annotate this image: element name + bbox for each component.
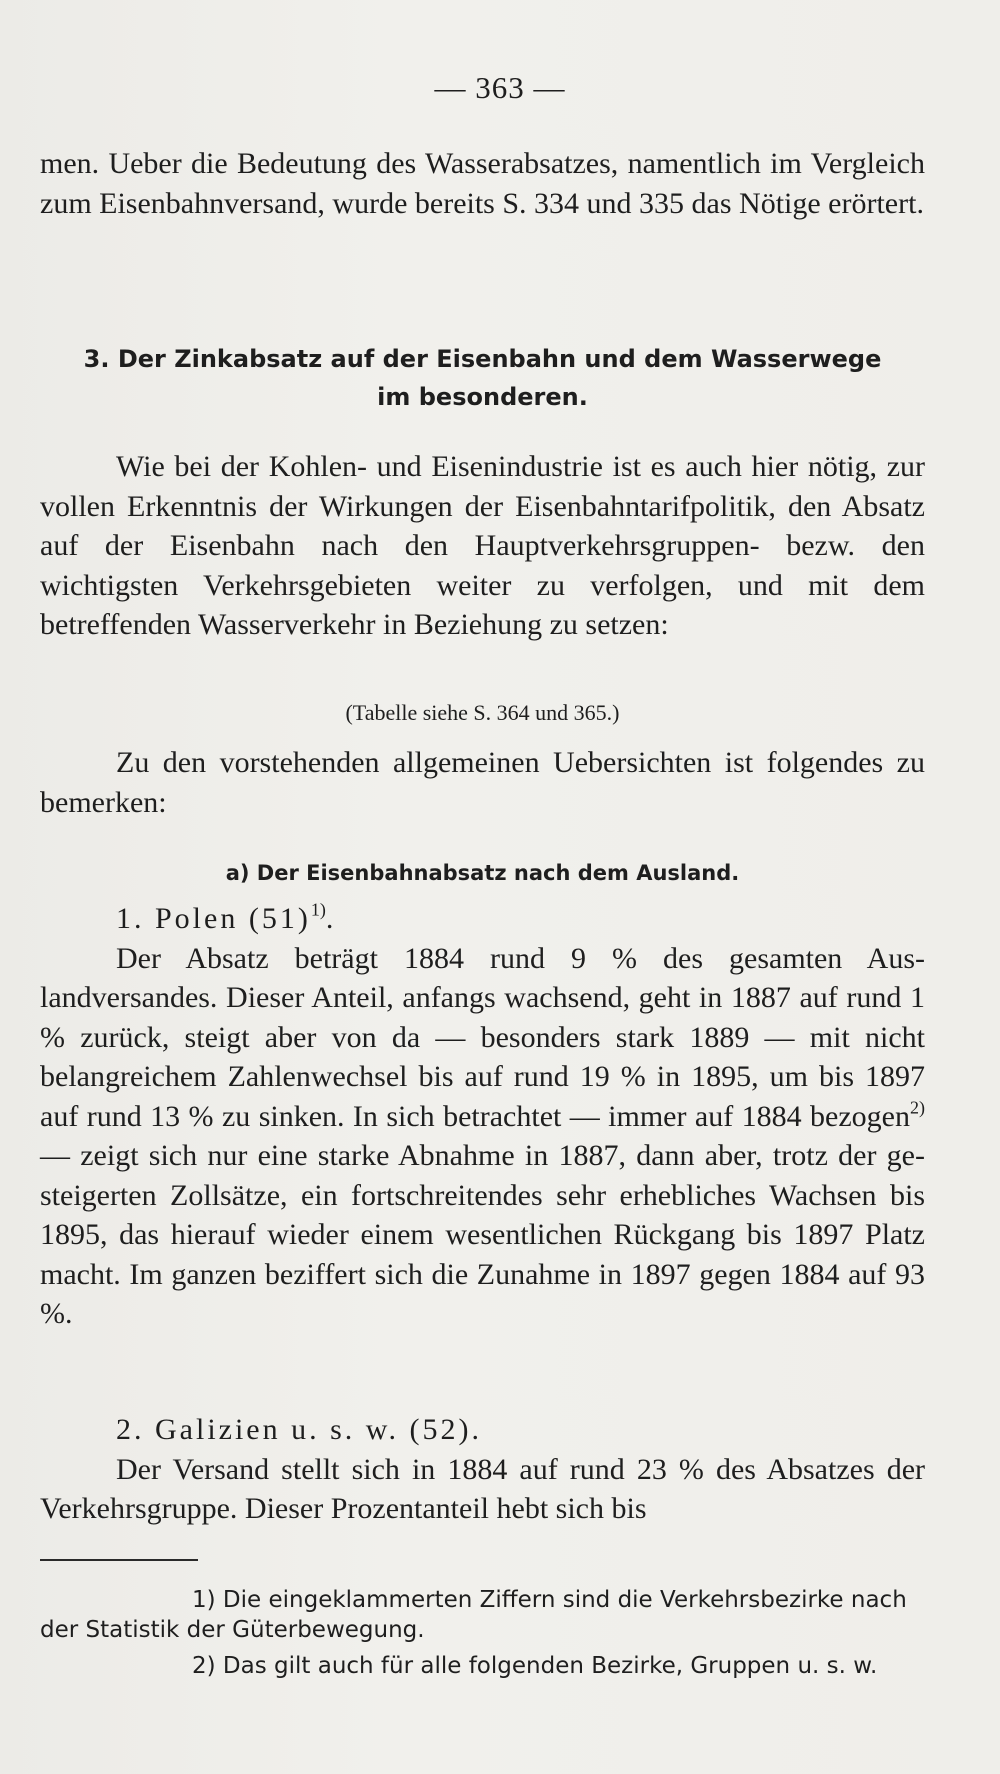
item-poland-heading: [40, 899, 925, 939]
footnote-1: [40, 1585, 925, 1645]
table-reference: (Tabelle siehe S. 364 und 365.): [345, 700, 620, 725]
section-heading-line-1: 3. Der Zinkabsatz auf der Eisenbahn und dem Wasserwege: [83, 345, 882, 373]
paragraph-continuation: men. Ueber die Bedeutung des Wasserabsatzes, namentlich im Vergleich zum Eisenbahnversand, wurde bereits S. 334 und 335 das Nötige erörtert.: [40, 147, 925, 220]
section-heading-line-2: im besonderen.: [377, 383, 588, 411]
paragraph-remarks: [40, 743, 925, 822]
item-galicia-heading: [40, 1410, 925, 1450]
subheading-block: [40, 854, 925, 894]
footnote-1-text: Die eingeklammerten Ziffern sind die Verkehrsbezirke nach der Statistik der Güterbewegung.: [40, 1587, 907, 1643]
item-galicia-label: 2. Galizien u. s. w. (52).: [116, 1413, 482, 1446]
item-poland-label: 1. Polen (51): [116, 902, 311, 935]
paragraph-intro: [40, 144, 925, 223]
page-number: — 363 —: [434, 70, 566, 105]
section-heading: [40, 340, 925, 416]
item-poland: [40, 899, 925, 1334]
paragraph-poland-part-2: — zeigt sich nur eine starke Abnahme in 1887, dann aber, trotz der gesteigerten Zollsätze, ein fortschreitendes sehr erhebliches Wachsen bis 1895, das hierauf wieder einem wesentlichen Rückgang bis 1897 Platz macht. Im ganzen beziffert sich die Zunahme in 1897 gegen 1884 auf 93 %.: [40, 1139, 925, 1330]
item-galicia: [40, 1410, 925, 1529]
footnote-2-text: Das gilt auch für alle folgenden Bezirke, Gruppen u. s. w.: [215, 1653, 878, 1679]
footnote-separator: [40, 1559, 198, 1561]
footnote-2: [40, 1651, 925, 1681]
paragraph-method: [40, 447, 925, 645]
paragraph-poland-part-1: Der Absatz beträgt 1884 rund 9 % des gesamten Auslandversandes. Dieser Anteil, anfangs wachsend, geht in 1887 auf rund 1 % zurück, steigt aber von da — besonders stark 1889 — mit nicht belangreichem Zahlenwechsel bis auf rund 19 % in 1895, um bis 1897 auf rund 13 % zu sinken. In sich betrachtet — immer auf 1884 bezogen: [40, 941, 925, 1133]
footnote-ref-1: 1): [310, 899, 326, 920]
paragraph-poland: [40, 939, 925, 1334]
paragraph-galicia: Der Versand stellt sich in 1884 auf rund 23 % des Absatzes der Verkehrsgruppe. Dieser Prozentanteil hebt sich bis: [40, 1452, 925, 1525]
subheading-a: a) Der Eisenbahnabsatz nach dem Ausland.: [225, 861, 740, 885]
paragraph-remarks-text: Zu den vorstehenden allgemeinen Uebersichten ist folgendes zu bemerken:: [40, 746, 925, 819]
paragraph-method-text: Wie bei der Kohlen- und Eisenindustrie ist es auch hier nötig, zur vollen Erkenntnis der Wirkungen der Eisenbahntarifpolitik, den Absatz auf der Eisenbahn nach den Hauptverkehrsgruppen- bezw. den wichtigsten Verkehrsgebieten weiter zu verfolgen, und mit dem betreffenden Wasserverkehr in Beziehung zu setzen:: [40, 450, 925, 641]
item-poland-period: .: [325, 902, 334, 935]
footnote-1-mark: 1): [192, 1587, 216, 1613]
footnote-ref-2: 2): [910, 1096, 925, 1117]
footnote-2-mark: 2): [192, 1653, 216, 1679]
table-reference-block: [40, 693, 925, 733]
